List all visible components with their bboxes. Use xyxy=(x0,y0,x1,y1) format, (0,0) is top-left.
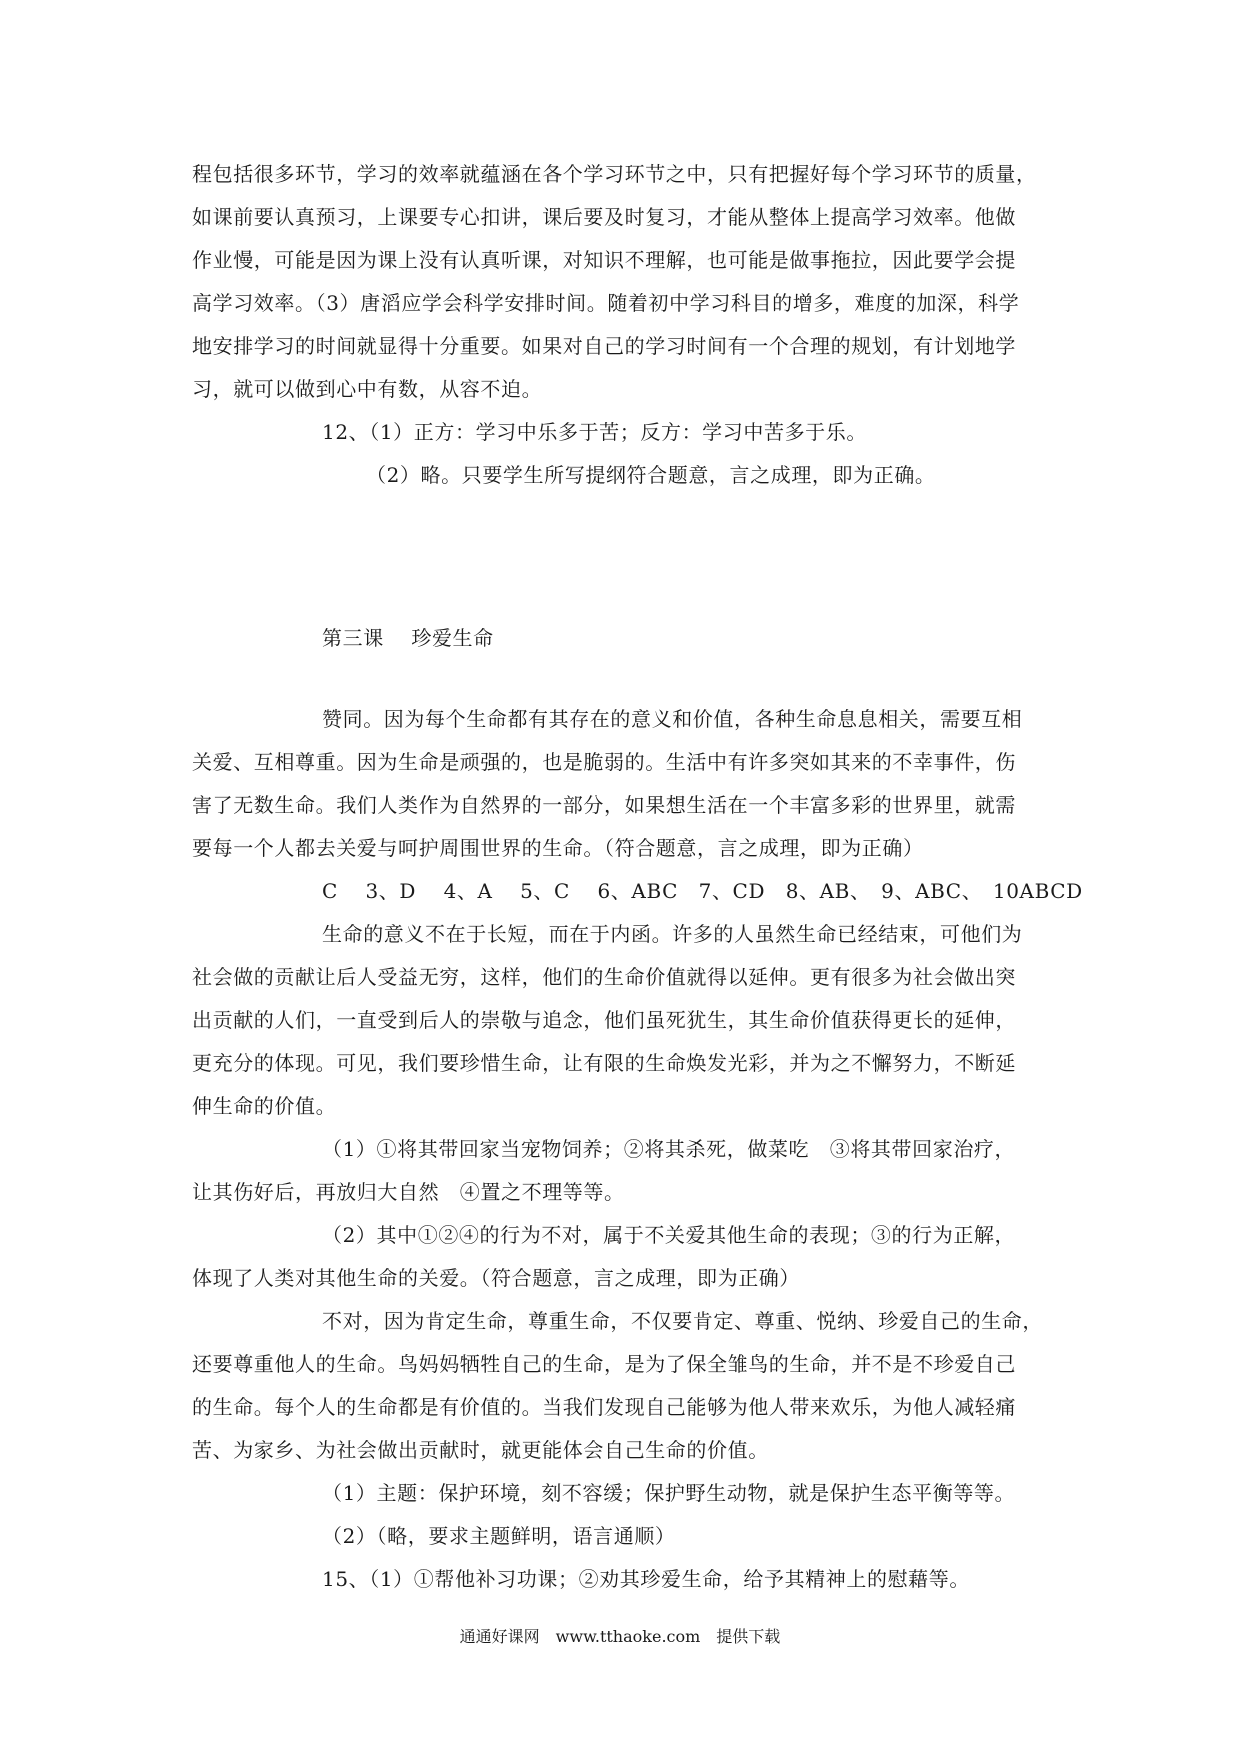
text-line: 不对，因为肯定生命，尊重生命，不仅要肯定、尊重、悦纳、珍爱自己的生命， xyxy=(322,1309,1043,1333)
text-line: 赞同。因为每个生命都有其存在的意义和价值，各种生命息息相关，需要互相 xyxy=(322,707,1023,731)
text-line: 程包括很多环节，学习的效率就蕴涵在各个学习环节之中，只有把握好每个学习环节的质量， xyxy=(192,162,1037,186)
page-footer: 通通好课网 www.tthaoke.com 提供下载 xyxy=(459,1627,781,1646)
text-line: 如课前要认真预习，上课要专心扣讲，课后要及时复习，才能从整体上提高学习效率。他做 xyxy=(192,205,1016,229)
text-line: 的生命。每个人的生命都是有价值的。当我们发现自己能够为他人带来欢乐，为他人减轻痛 xyxy=(192,1395,1016,1419)
lesson-title: 第三课 珍爱生命 xyxy=(322,626,494,650)
text-line: 体现了人类对其他生命的关爱。（符合题意，言之成理，即为正确） xyxy=(192,1266,800,1290)
text-line: 作业慢，可能是因为课上没有认真听课，对知识不理解，也可能是做事拖拉，因此要学会提 xyxy=(192,248,1016,272)
text-line: 关爱、互相尊重。因为生命是顽强的，也是脆弱的。生活中有许多突如其来的不幸事件，伤 xyxy=(192,750,1016,774)
text-line: 要每一个人都去关爱与呵护周围世界的生命。（符合题意，言之成理，即为正确） xyxy=(192,836,924,860)
text-line: 让其伤好后，再放归大自然 ④置之不理等等。 xyxy=(192,1180,625,1204)
answer-12-part2: （2）略。只要学生所写提纲符合题意，言之成理，即为正确。 xyxy=(366,463,936,487)
text-line: 害了无数生命。我们人类作为自然界的一部分，如果想生活在一个丰富多彩的世界里，就需 xyxy=(192,793,1016,817)
text-line: 还要尊重他人的生命。鸟妈妈牺牲自己的生命，是为了保全雏鸟的生命，并不是不珍爱自己 xyxy=(192,1352,1016,1376)
text-line: 社会做的贡献让后人受益无穷，这样，他们的生命价值就得以延伸。更有很多为社会做出突 xyxy=(192,965,1016,989)
text-line: （2）其中①②④的行为不对，属于不关爱其他生命的表现；③的行为正解， xyxy=(322,1223,1016,1247)
text-line: （1）①将其带回家当宠物饲养；②将其杀死，做菜吃 ③将其带回家治疗， xyxy=(322,1137,1016,1161)
text-line: （1）主题：保护环境，刻不容缓；保护野生动物，就是保护生态平衡等等。 xyxy=(322,1481,1016,1505)
text-line: 地安排学习的时间就显得十分重要。如果对自己的学习时间有一个合理的规划，有计划地学 xyxy=(192,334,1016,358)
text-line: 15、（1）①帮他补习功课；②劝其珍爱生命，给予其精神上的慰藉等。 xyxy=(322,1567,970,1591)
text-line: 更充分的体现。可见，我们要珍惜生命，让有限的生命焕发光彩，并为之不懈努力，不断延 xyxy=(192,1051,1016,1075)
text-line: 苦、为家乡、为社会做出贡献时，就更能体会自己生命的价值。 xyxy=(192,1438,769,1462)
text-line: 生命的意义不在于长短，而在于内函。许多的人虽然生命已经结束，可他们为 xyxy=(322,922,1023,946)
text-line: 出贡献的人们，一直受到后人的崇敬与追念，他们虽死犹生，其生命价值获得更长的延伸， xyxy=(192,1008,1016,1032)
text-line: 高学习效率。（3）唐滔应学会科学安排时间。随着初中学习科目的增多，难度的加深，科学 xyxy=(192,291,1020,315)
choice-answers: C 3、D 4、A 5、C 6、ABC 7、CD 8、AB、 9、ABC、 10ABCD xyxy=(322,879,1083,903)
text-line: 伸生命的价值。 xyxy=(192,1094,337,1118)
answer-12-part1: 12、（1）正方：学习中乐多于苦；反方：学习中苦多于乐。 xyxy=(322,420,867,444)
text-line: 习，就可以做到心中有数，从容不迫。 xyxy=(192,377,543,401)
text-line: （2）（略，要求主题鲜明，语言通顺） xyxy=(322,1524,676,1548)
